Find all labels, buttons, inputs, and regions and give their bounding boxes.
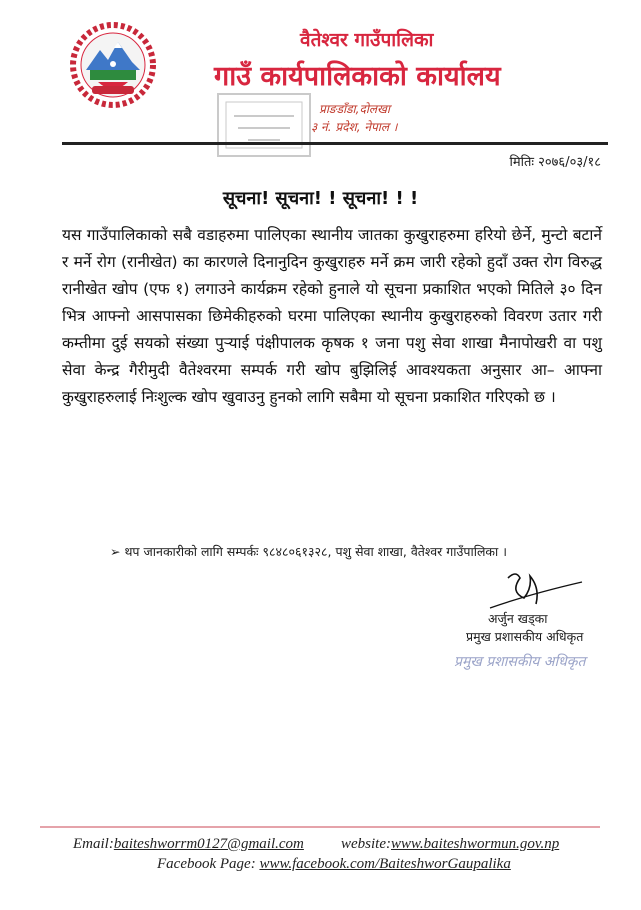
signature-icon (470, 568, 590, 612)
date-line (509, 152, 601, 170)
website-link[interactable]: www.baiteshwormun.gov.np (391, 836, 560, 852)
email-label: Email: (73, 836, 114, 852)
address-line-1: प्राङडाँडा,दोलखा (319, 102, 390, 116)
contact-info: ➢ थप जानकारीको लागि सम्पर्कः ९८४८०६१३२८, पशु सेवा शाखा, वैतेश्वर गाउँपालिका । (110, 544, 507, 559)
email-link[interactable]: baiteshworrm0127@gmail.com (113, 836, 304, 852)
facebook-label: Facebook Page: (157, 856, 260, 872)
signatory-title: प्रमुख प्रशासकीय अधिकृत (466, 629, 584, 644)
header-divider (62, 142, 608, 145)
address-line-2: ३ नं. प्रदेश, नेपाल । (311, 120, 398, 134)
municipality-name: वैतेश्वर गाउँपालिका (300, 29, 434, 51)
facebook-link[interactable]: www.facebook.com/BaiteshworGaupalika (259, 856, 511, 872)
footer-contact-line (73, 836, 603, 853)
stamp-icon (214, 90, 314, 160)
date-label: मितिः (509, 155, 535, 170)
nepal-emblem-icon (68, 20, 158, 110)
notice-title: सूचना! सूचना! ! सूचना! ! ! (222, 188, 419, 209)
footer-facebook-line (157, 856, 511, 873)
office-title: गाउँ कार्यपालिकाको कार्यालय (214, 61, 501, 92)
notice-body: यस गाउँपालिकाको सबै वडाहरुमा पालिएका स्थानीय जातका कुखुराहरुमा हरियो छेर्ने, मुन्टो बटार्ने र मर्ने रोग (रानीखेत) का कारणले दिनानुदिन कुखुराहरु मर्ने क्रम जारी रहेको हुदाँ उक्त रोग विरुद्ध रानीखेत खोप (एफ १) लगाउने कार्यक्रम रहेको हुनाले यो सूचना प्रकाशित भएको मितिले ३० दिन भित्र आफ्नो आसपासका छिमेकीहरुको घरमा पालिएका स्थानीय कुखुराहरुको विवरण उतार गरी कम्तीमा दुई सयको संख्या पुऱ्याई पंक्षीपालक कृषक १ जना पशु सेवा शाखा मैनापोखरी वा पशु सेवा केन्द्र गैरीमुदी वैतेश्वरमा सम्पर्क गरी खोप बुझिलिई आवश्यकता अनुसार आ– आफ्ना कुखुराहरुलाई निःशुल्क खोप खुवाउनु हुनको लागि सबैमा यो सूचना प्रकाशित गरिएको छ । (62, 226, 602, 406)
signatory-stamp: प्रमुख प्रशासकीय अधिकृत (454, 654, 586, 670)
date-value: २०७६/०३/१८ (538, 155, 601, 170)
website-group (341, 836, 559, 853)
footer-divider (40, 826, 600, 828)
signatory-name: अर्जुन खड्का (488, 611, 548, 626)
website-label: website: (341, 836, 391, 852)
